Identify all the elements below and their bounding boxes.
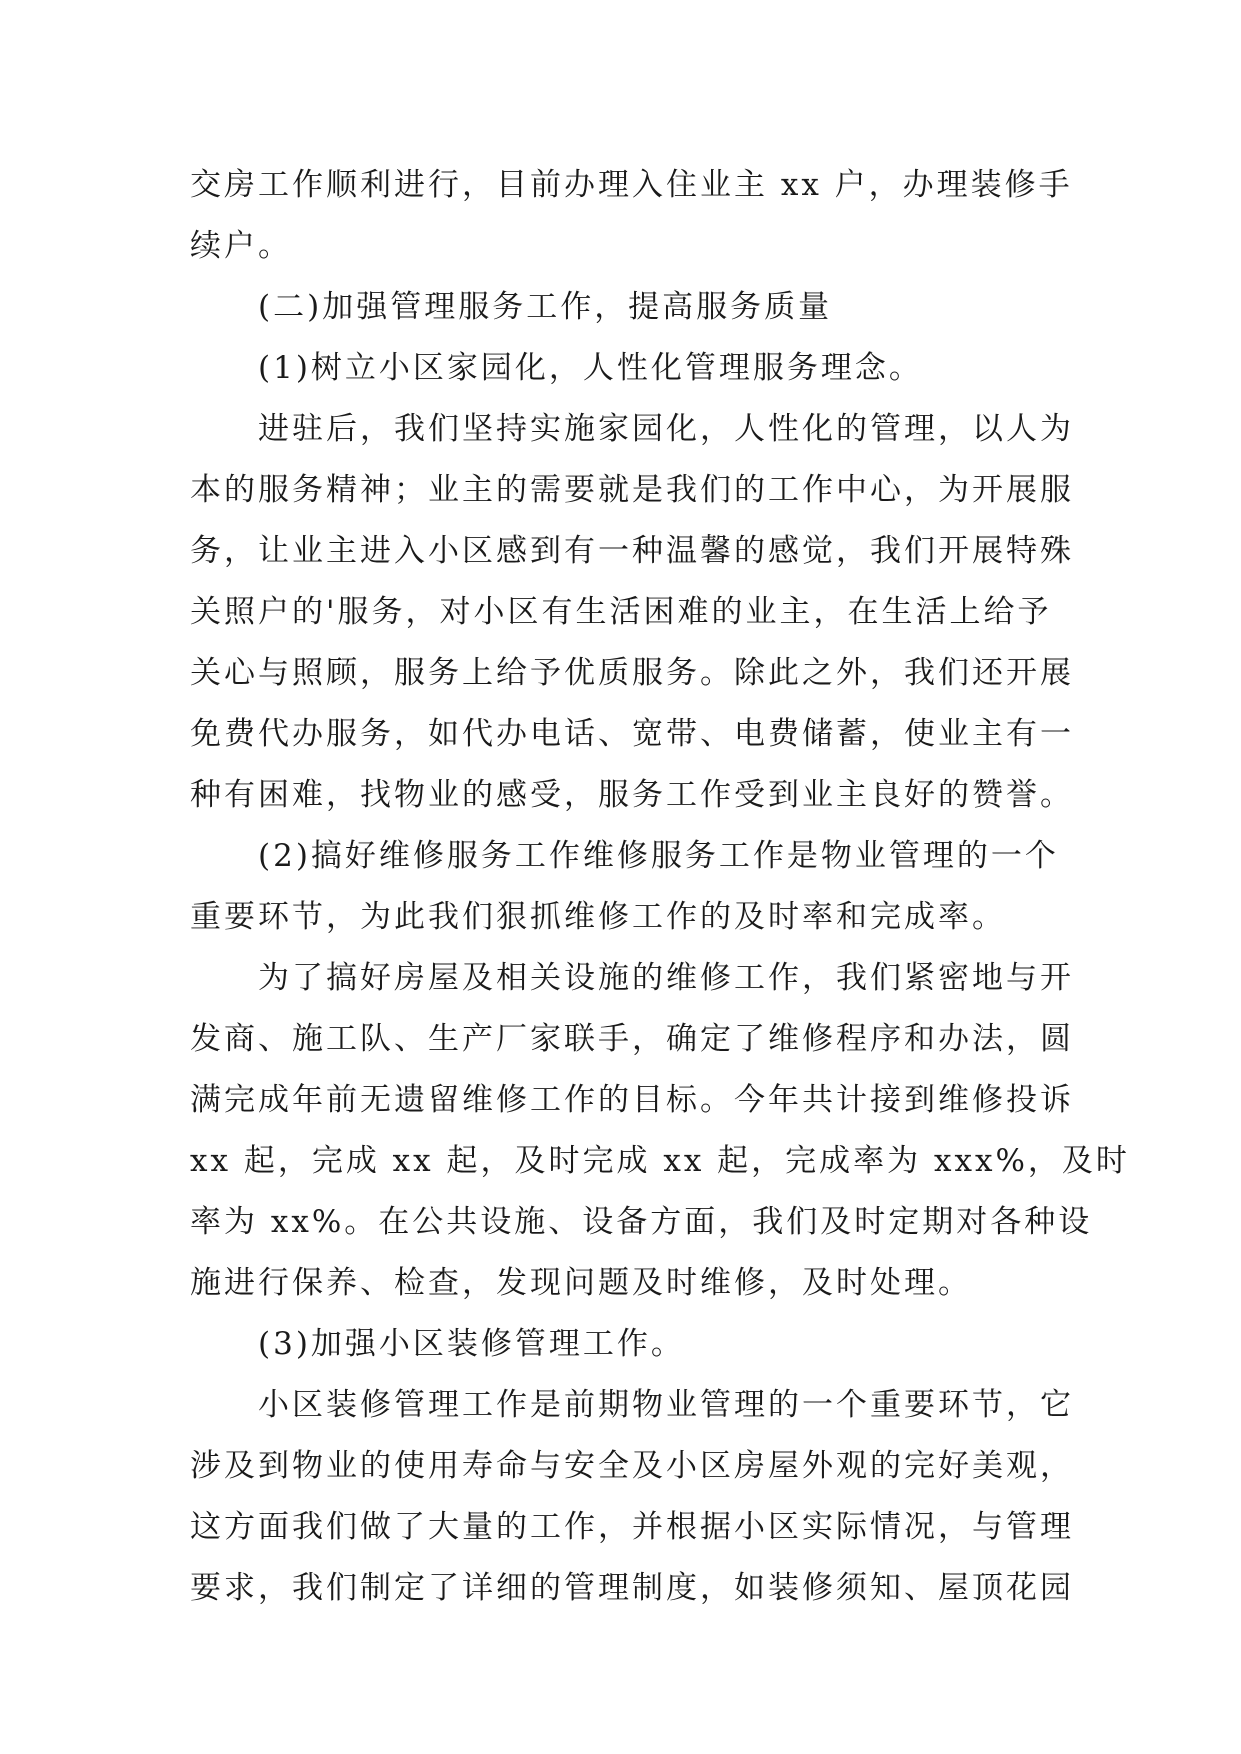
text-line: (1)树立小区家园化，人性化管理服务理念。 (258, 350, 923, 386)
text-line: 发商、施工队、生产厂家联手，确定了维修程序和办法，圆 (190, 1021, 1074, 1057)
text-line: 免费代办服务，如代办电话、宽带、电费储蓄，使业主有一 (190, 716, 1074, 752)
text-line: 重要环节，为此我们狠抓维修工作的及时率和完成率。 (190, 899, 1006, 935)
document-body (190, 155, 1130, 1619)
text-line: (3)加强小区装修管理工作。 (258, 1326, 685, 1362)
text-line: 种有困难，找物业的感受，服务工作受到业主良好的赞誉。 (190, 777, 1074, 813)
text-line: 要求，我们制定了详细的管理制度，如装修须知、屋顶花园 (190, 1570, 1074, 1606)
text-line: 涉及到物业的使用寿命与安全及小区房屋外观的完好美观， (190, 1448, 1074, 1484)
text-line: 交房工作顺利进行，目前办理入住业主 xx 户，办理装修手 (190, 167, 1073, 203)
text-line: 关心与照顾，服务上给予优质服务。除此之外，我们还开展 (190, 655, 1074, 691)
text-line: 为了搞好房屋及相关设施的维修工作，我们紧密地与开 (258, 960, 1074, 996)
text-line: 续户。 (190, 228, 292, 264)
text-line: 本的服务精神；业主的需要就是我们的工作中心，为开展服 (190, 472, 1074, 508)
text-line: 满完成年前无遗留维修工作的目标。今年共计接到维修投诉 (190, 1082, 1074, 1118)
text-line: (2)搞好维修服务工作维修服务工作是物业管理的一个 (258, 838, 1059, 874)
text-line: (二)加强管理服务工作，提高服务质量 (258, 289, 833, 325)
text-line: xx 起，完成 xx 起，及时完成 xx 起，完成率为 xxx%，及时 (190, 1143, 1130, 1179)
text-line: 率为 xx%。在公共设施、设备方面，我们及时定期对各种设 (190, 1204, 1093, 1240)
text-line: 务，让业主进入小区感到有一种温馨的感觉，我们开展特殊 (190, 533, 1074, 569)
text-line: 进驻后，我们坚持实施家园化，人性化的管理，以人为 (258, 411, 1074, 447)
text-line: 施进行保养、检查，发现问题及时维修，及时处理。 (190, 1265, 972, 1301)
text-line: 小区装修管理工作是前期物业管理的一个重要环节，它 (258, 1387, 1074, 1423)
text-line: 这方面我们做了大量的工作，并根据小区实际情况，与管理 (190, 1509, 1074, 1545)
text-line: 关照户的'服务，对小区有生活困难的业主，在生活上给予 (190, 594, 1052, 630)
